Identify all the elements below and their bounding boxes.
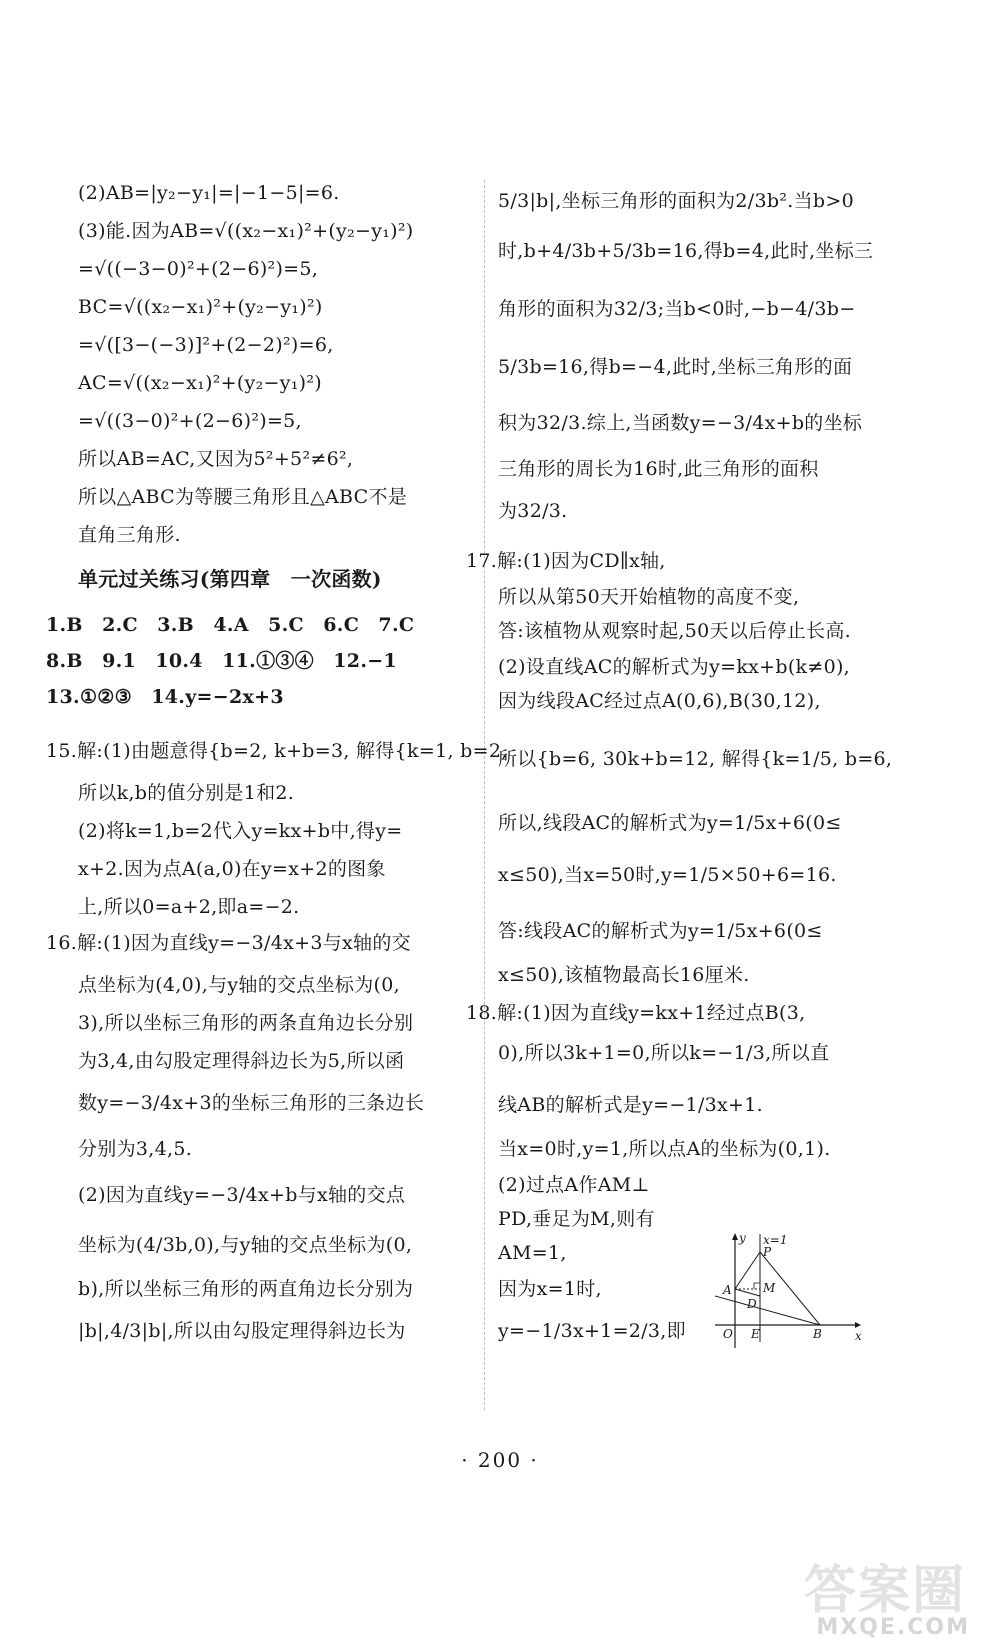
q17-line: 因为线段AC经过点A(0,6),B(30,12), <box>498 690 821 712</box>
label-d: D <box>747 1297 757 1311</box>
answer-line: 13.①②③ 14.y=−2x+3 <box>46 686 284 708</box>
text-line: (2)AB=|y₂−y₁|=|−1−5|=6. <box>78 182 340 204</box>
q16-cont-line: 5/3b=16,得b=−4,此时,坐标三角形的面 <box>498 356 853 378</box>
line-ab <box>715 1296 820 1325</box>
watermark <box>795 1548 970 1640</box>
q16-cont-line: 角形的面积为32/3;当b<0时,−b−4/3b− <box>498 298 856 320</box>
q17-line: (2)设直线AC的解析式为y=kx+b(k≠0), <box>498 656 851 678</box>
q18-line: 线AB的解析式是y=−1/3x+1. <box>498 1094 763 1116</box>
right-angle-marker <box>754 1283 760 1289</box>
q17-line: 所以,线段AC的解析式为y=1/5x+6(0≤ <box>498 812 842 834</box>
q16-line: 坐标为(4/3b,0),与y轴的交点坐标为(0, <box>78 1234 413 1256</box>
answer-line: 1.B 2.C 3.B 4.A 5.C 6.C 7.C <box>46 614 415 636</box>
watermark-logo: 答案圈 <box>803 1561 966 1621</box>
q15-line: 15.解:(1)由题意得{b=2, k+b=3, 解得{k=1, b=2, <box>46 740 508 762</box>
label-y: y <box>739 1232 746 1245</box>
q16-line: 16.解:(1)因为直线y=−3/4x+3与x轴的交 <box>46 932 411 954</box>
q16-line: 数y=−3/4x+3的坐标三角形的三条边长 <box>78 1092 425 1114</box>
q18-line: 18.解:(1)因为直线y=kx+1经过点B(3, <box>466 1002 806 1024</box>
q16-line: 3),所以坐标三角形的两条直角边长分别 <box>78 1012 414 1034</box>
q16-cont-line: 为32/3. <box>498 500 568 522</box>
label-a: A <box>723 1283 732 1297</box>
q17-line: 17.解:(1)因为CD∥x轴, <box>466 550 666 572</box>
y-axis-arrow-icon <box>732 1233 738 1240</box>
q17-line: 答:该植物从观察时起,50天以后停止长高. <box>498 620 851 642</box>
text-line: =√((−3−0)²+(2−6)²)=5, <box>78 258 319 280</box>
q18-line: AM=1, <box>498 1242 567 1264</box>
text-line: 直角三角形. <box>78 524 181 546</box>
section-title: 单元过关练习(第四章 一次函数) <box>78 567 382 591</box>
label-e: E <box>751 1327 760 1341</box>
text-line: =√((3−0)²+(2−6)²)=5, <box>78 410 302 432</box>
text-line: 所以△ABC为等腰三角形且△ABC不是 <box>78 486 408 508</box>
q18-line: (2)过点A作AM⊥ <box>498 1174 650 1196</box>
q16-cont-line: 积为32/3.综上,当函数y=−3/4x+b的坐标 <box>498 412 863 434</box>
label-x: x <box>855 1329 862 1343</box>
q17-line: x≤50),该植物最高长16厘米. <box>498 964 750 986</box>
q15-line: 所以k,b的值分别是1和2. <box>78 782 295 804</box>
q18-line: y=−1/3x+1=2/3,即 <box>498 1320 686 1342</box>
segment-ad <box>735 1289 760 1296</box>
q18-line: 0),所以3k+1=0,所以k=−1/3,所以直 <box>498 1042 830 1064</box>
q16-line: |b|,4/3|b|,所以由勾股定理得斜边长为 <box>78 1320 406 1342</box>
q16-line: (2)因为直线y=−3/4x+b与x轴的交点 <box>78 1184 406 1206</box>
text-line: =√([3−(−3)]²+(2−2)²)=6, <box>78 334 334 356</box>
q18-line: PD,垂足为M,则有 <box>498 1208 655 1230</box>
q15-line: (2)将k=1,b=2代入y=kx+b中,得y= <box>78 820 403 842</box>
q16-cont-line: 5/3|b|,坐标三角形的面积为2/3b².当b>0 <box>498 190 854 212</box>
q15-line: 上,所以0=a+2,即a=−2. <box>78 896 300 918</box>
watermark-site: MXQE.COM <box>816 1615 970 1640</box>
q15-line: x+2.因为点A(a,0)在y=x+2的图象 <box>78 858 386 880</box>
answer-line: 8.B 9.1 10.4 11.①③④ 12.−1 <box>46 650 397 672</box>
label-b: B <box>813 1327 822 1341</box>
x-axis-arrow-icon <box>855 1322 861 1328</box>
label-p: P <box>763 1245 772 1259</box>
coordinate-figure <box>715 1232 865 1352</box>
q17-line: 所以从第50天开始植物的高度不变, <box>498 586 800 608</box>
segment-pa <box>735 1252 760 1289</box>
column-divider <box>484 180 485 1410</box>
q18-line: 当x=0时,y=1,所以点A的坐标为(0,1). <box>498 1138 831 1160</box>
label-m: M <box>763 1281 776 1295</box>
text-line: BC=√((x₂−x₁)²+(y₂−y₁)²) <box>78 296 323 318</box>
text-line: AC=√((x₂−x₁)²+(y₂−y₁)²) <box>78 372 323 394</box>
q17-line: 所以{b=6, 30k+b=12, 解得{k=1/5, b=6, <box>498 748 893 770</box>
page-number: · 200 · <box>461 1448 539 1472</box>
q17-line: x≤50),当x=50时,y=1/5×50+6=16. <box>498 864 837 886</box>
q18-line: 因为x=1时, <box>498 1278 602 1300</box>
text-line: 所以AB=AC,又因为5²+5²≠6², <box>78 448 354 470</box>
label-o: O <box>723 1327 733 1341</box>
text-line: (3)能.因为AB=√((x₂−x₁)²+(y₂−y₁)²) <box>78 220 414 242</box>
q16-line: 为3,4,由勾股定理得斜边长为5,所以函 <box>78 1050 405 1072</box>
q16-line: b),所以坐标三角形的两直角边长分别为 <box>78 1278 414 1300</box>
q16-cont-line: 时,b+4/3b+5/3b=16,得b=4,此时,坐标三 <box>498 240 874 262</box>
q16-line: 点坐标为(4,0),与y轴的交点坐标为(0, <box>78 974 400 996</box>
q16-line: 分别为3,4,5. <box>78 1138 193 1160</box>
q16-cont-line: 三角形的周长为16时,此三角形的面积 <box>498 458 819 480</box>
label-x-equals-1: x=1 <box>763 1233 788 1247</box>
q17-line: 答:线段AC的解析式为y=1/5x+6(0≤ <box>498 920 823 942</box>
